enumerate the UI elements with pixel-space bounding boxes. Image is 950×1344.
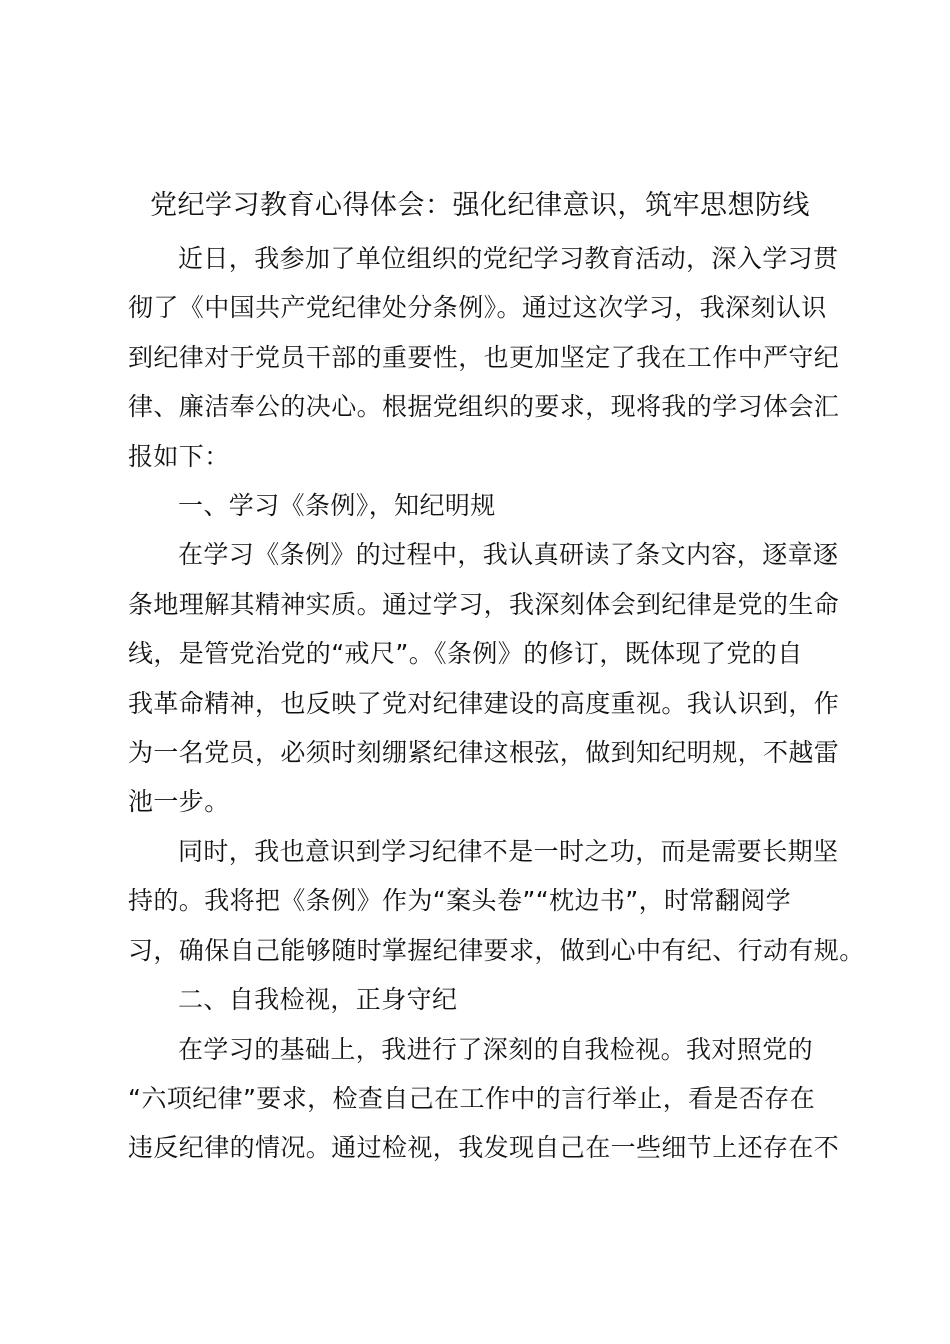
text-line: 彻了《中国共产党纪律处分条例》。通过这次学习，我深刻认识 [128,293,827,323]
text-line: 线，是管党治党的“戒尺”。《条例》的修订，既体现了党的自 [128,639,803,669]
text-line: 持的。我将把《条例》作为“案头卷”“枕边书”，时常翻阅学 [128,886,792,916]
document-body [128,234,865,1173]
document-title: 党纪学习教育心得体会：强化纪律意识，筑牢思想防线 [150,190,810,221]
text-line: 到纪律对于党员干部的重要性，也更加坚定了我在工作中严守纪 [128,342,840,372]
text-line: 为一名党员，必须时刻绷紧纪律这根弦，做到知纪明规，不越雷 [128,738,840,768]
text-line: 在学习《条例》的过程中，我认真研读了条文内容，逐章逐 [178,540,839,570]
text-line: 池一步。 [128,787,230,817]
text-line: “六项纪律”要求，检查自己在工作中的言行举止，看是否存在 [128,1083,816,1113]
text-line: 律、廉洁奉公的决心。根据党组织的要求，现将我的学习体会汇 [128,392,840,422]
section-heading-2: 二、自我检视，正身守纪 [178,985,458,1015]
section2-paragraph-1 [128,1025,840,1173]
text-line: 我革命精神，也反映了党对纪律建设的高度重视。我认识到，作 [128,688,840,718]
text-line: 在学习的基础上，我进行了深刻的自我检视。我对照党的 [178,1034,814,1064]
text-line: 报如下： [128,441,230,471]
text-line: 违反纪律的情况。通过检视，我发现自己在一些细节上还存在不 [128,1133,840,1163]
section1-paragraph-2 [128,827,865,975]
text-line: 条地理解其精神实质。通过学习，我深刻体会到纪律是党的生命 [128,589,840,619]
text-line: 同时，我也意识到学习纪律不是一时之功，而是需要长期坚 [178,836,839,866]
text-line: 近日，我参加了单位组织的党纪学习教育活动，深入学习贯 [178,244,839,273]
section-heading-1: 一、学习《条例》，知纪明规 [178,491,496,521]
section1-paragraph-1 [128,530,840,826]
text-line: 习，确保自己能够随时掌握纪律要求，做到心中有纪、行动有规。 [128,935,865,965]
intro-paragraph [128,234,840,481]
